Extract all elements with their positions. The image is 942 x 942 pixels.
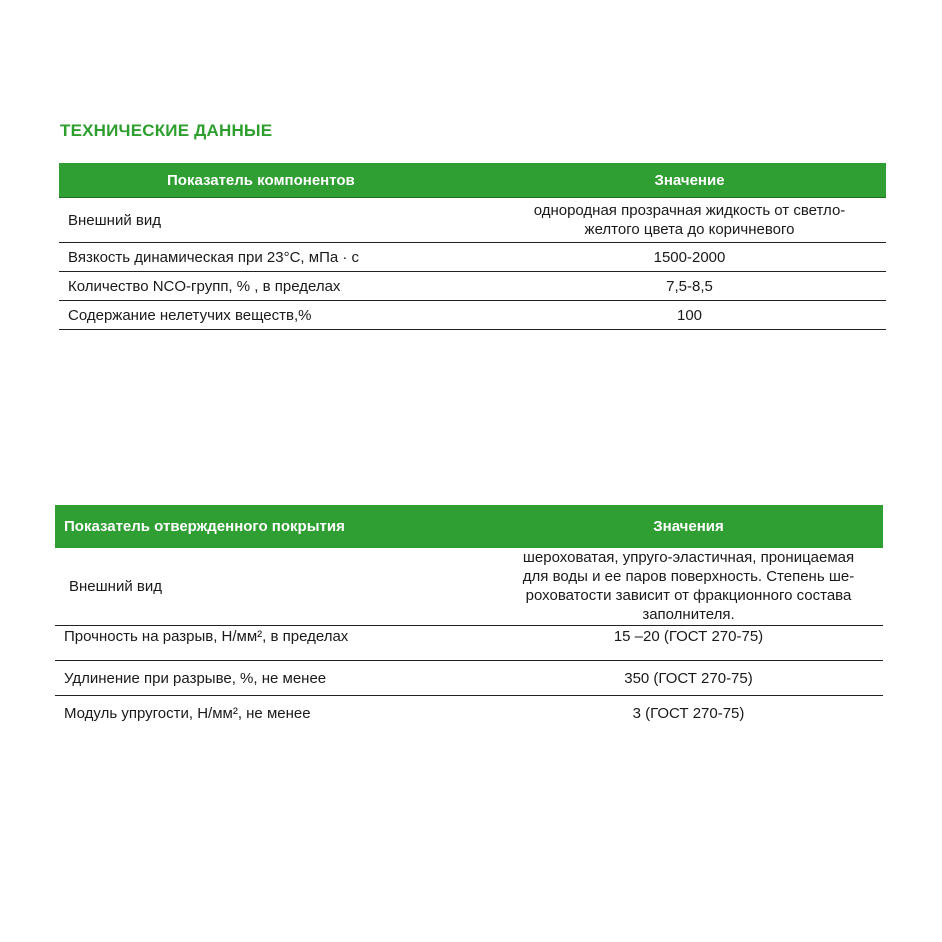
row-label: Содержание нелетучих веществ,% [59, 301, 493, 330]
header-value: Значения [494, 505, 883, 548]
row-value-line: однородная прозрачная жидкость от светло- [533, 202, 846, 219]
row-label: Количество NCO-групп, % , в пределах [59, 272, 493, 301]
components-table [59, 163, 886, 330]
row-label: Модуль упругости, Н/мм², не менее [64, 704, 311, 722]
row-label: Удлинение при разрыве, %, не менее [55, 661, 494, 696]
table-row [55, 696, 883, 731]
coating-table [55, 505, 883, 730]
row-value [493, 198, 886, 243]
row-label: Вязкость динамическая при 23°С, мПа · с [59, 243, 493, 272]
row-value: 1500-2000 [493, 243, 886, 272]
row-label: Прочность на разрыв, Н/мм², в пределах [55, 626, 494, 661]
row-value [494, 548, 883, 626]
row-label: Внешний вид [55, 548, 494, 626]
header-indicator: Показатель отвержденного покрытия [55, 505, 494, 548]
table-row [59, 272, 886, 301]
row-value-line: для воды и ее паров поверхность. Степень ше- [522, 568, 855, 585]
row-value-line: роховатости зависит от фракционного состава [525, 587, 852, 604]
table-header-row [55, 505, 883, 548]
table-row [55, 548, 883, 626]
row-value-line: желтого цвета до коричневого [584, 221, 795, 238]
row-value-line: заполнителя. [642, 606, 735, 623]
table-row [59, 243, 886, 272]
table-row [55, 661, 883, 696]
table-row [59, 198, 886, 243]
table-header-row [59, 163, 886, 198]
row-value-line: шероховатая, упруго-эластичная, проницаемая [522, 549, 855, 566]
section-title: ТЕХНИЧЕСКИЕ ДАННЫЕ [60, 121, 273, 140]
row-value: 3 (ГОСТ 270-75) [632, 704, 745, 722]
row-label: Внешний вид [59, 198, 493, 243]
table-row [59, 301, 886, 330]
table-row [55, 626, 883, 661]
row-value: 7,5-8,5 [493, 272, 886, 301]
row-value: 100 [493, 301, 886, 330]
row-value: 15 –20 (ГОСТ 270-75) [494, 626, 883, 661]
header-indicator: Показатель компонентов [59, 163, 493, 198]
header-value: Значение [493, 163, 886, 198]
row-value: 350 (ГОСТ 270-75) [494, 661, 883, 696]
